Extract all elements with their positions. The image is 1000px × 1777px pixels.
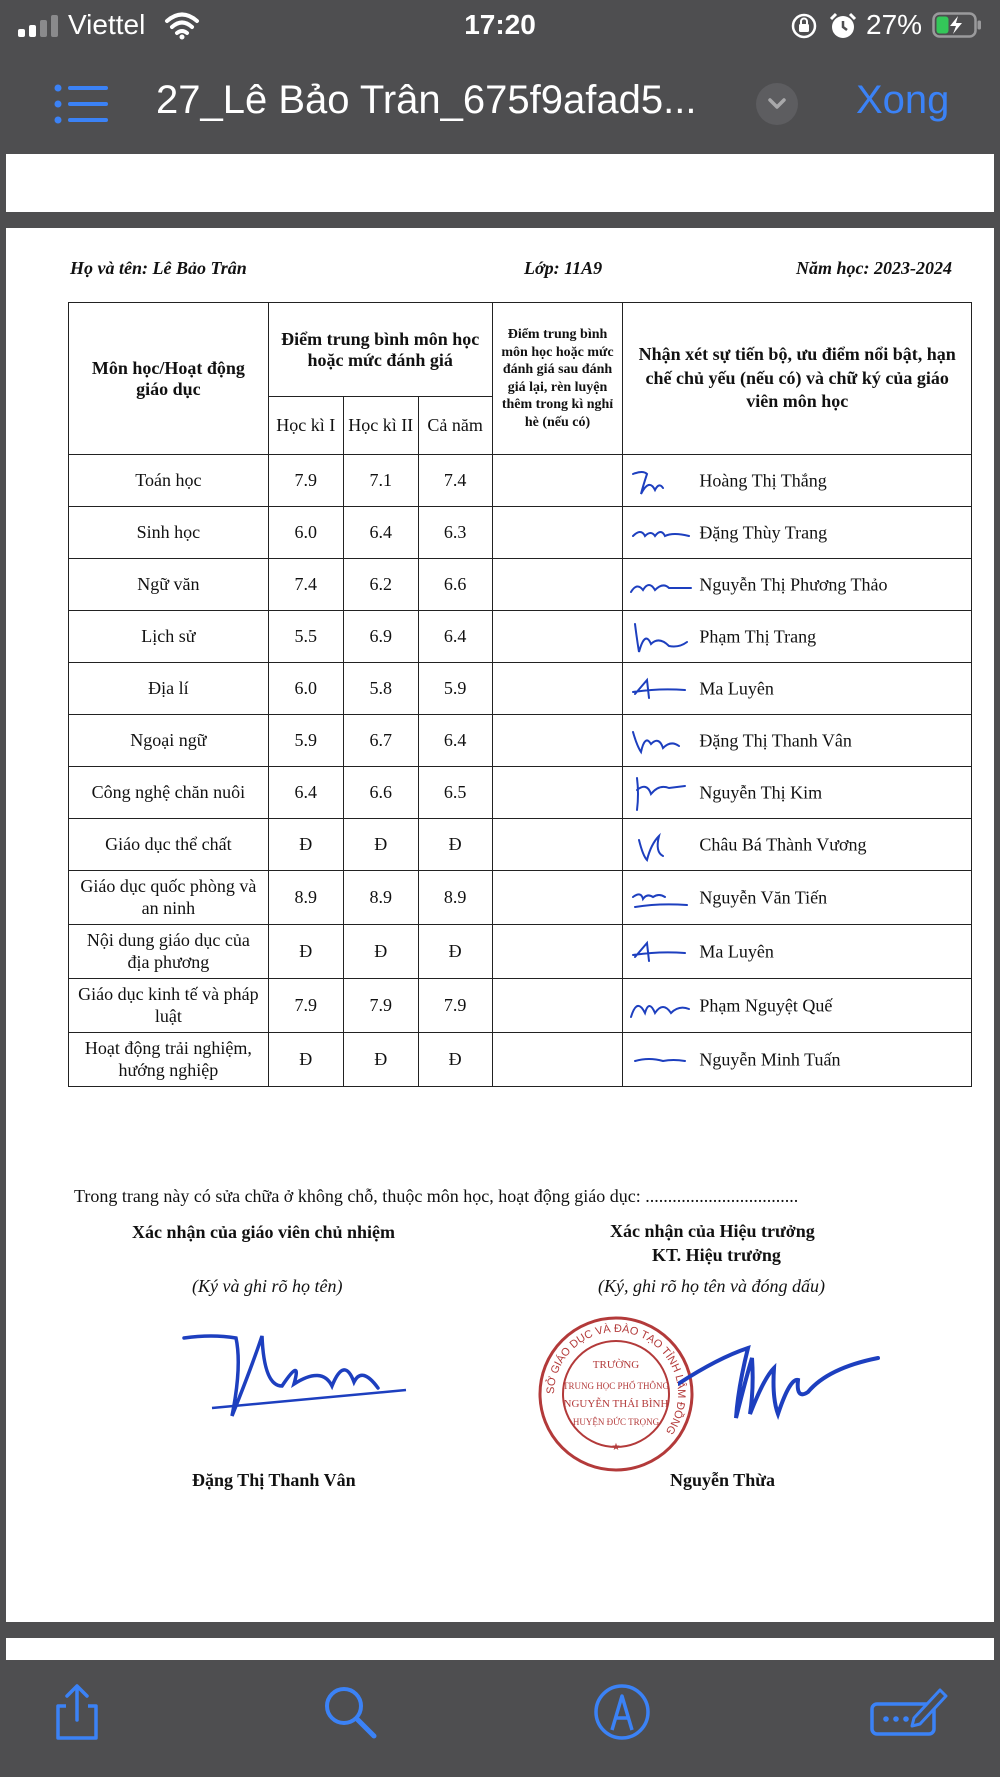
next-page-edge xyxy=(6,1638,994,1660)
teacher-name: Đặng Thị Thanh Vân xyxy=(699,730,852,750)
year-cell: Đ xyxy=(418,925,492,979)
teacher-signature xyxy=(629,987,693,1025)
retest-cell xyxy=(492,507,623,559)
document-page xyxy=(6,228,994,1622)
battery-percentage: 27% xyxy=(866,9,923,40)
subject-cell: Sinh học xyxy=(69,507,269,559)
term1-cell: 5.9 xyxy=(268,715,343,767)
subject-cell: Công nghệ chăn nuôi xyxy=(69,767,269,819)
teacher-name: Nguyễn Thị Phương Thảo xyxy=(699,574,888,594)
subject-cell: Ngoại ngữ xyxy=(69,715,269,767)
teacher-signature xyxy=(629,566,693,604)
grades-table xyxy=(68,302,972,1087)
term1-cell: 6.4 xyxy=(268,767,343,819)
school-year: Năm học: 2023-2024 xyxy=(796,258,952,278)
retest-cell xyxy=(492,559,623,611)
year-cell: 6.6 xyxy=(418,559,492,611)
homeroom-title: Xác nhận của giáo viên chủ nhiệm xyxy=(132,1222,396,1242)
year-cell: 8.9 xyxy=(418,871,492,925)
table-row xyxy=(69,455,972,507)
teacher-signature xyxy=(629,514,693,552)
subject-cell: Giáo dục thể chất xyxy=(69,819,269,871)
year-cell: Đ xyxy=(418,1033,492,1087)
teacher-signature xyxy=(629,826,693,864)
navigation-bar xyxy=(0,56,1000,154)
teacher-cell xyxy=(623,871,972,925)
header-average: Điểm trung bình môn học hoặc mức đánh giá xyxy=(268,303,492,397)
stamp-line1: TRƯỜNG xyxy=(592,1359,640,1371)
teacher-name: Ma Luyên xyxy=(699,941,774,961)
subject-cell: Địa lí xyxy=(69,663,269,715)
teacher-cell xyxy=(623,1033,972,1087)
share-icon[interactable] xyxy=(48,1682,108,1742)
year-cell: 6.5 xyxy=(418,767,492,819)
teacher-name: Phạm Thị Trang xyxy=(699,626,817,646)
teacher-name: Đặng Thùy Trang xyxy=(699,522,828,542)
teacher-cell xyxy=(623,715,972,767)
teacher-signature xyxy=(629,774,693,812)
header-year: Cả năm xyxy=(418,397,492,455)
homeroom-signature xyxy=(182,1326,412,1436)
term2-cell: 6.2 xyxy=(343,559,418,611)
header-remarks: Nhận xét sự tiến bộ, ưu điểm nổi bật, hạn chế chủ yếu (nếu có) và chữ ký của giáo viên môn học xyxy=(623,303,972,455)
teacher-cell xyxy=(623,979,972,1033)
retest-cell xyxy=(492,925,623,979)
teacher-signature xyxy=(629,933,693,971)
term2-cell: 8.9 xyxy=(343,871,418,925)
term1-cell: 6.0 xyxy=(268,663,343,715)
table-row xyxy=(69,979,972,1033)
search-icon[interactable] xyxy=(320,1682,380,1742)
term2-cell: Đ xyxy=(343,819,418,871)
subject-cell: Hoạt động trải nghiệm, hướng nghiệp xyxy=(69,1033,269,1087)
battery-icon xyxy=(932,12,982,38)
table-row xyxy=(69,925,972,979)
principal-subtitle: KT. Hiệu trưởng xyxy=(652,1245,781,1265)
teacher-cell xyxy=(623,663,972,715)
year-cell: 6.4 xyxy=(418,715,492,767)
term1-cell: 7.9 xyxy=(268,979,343,1033)
retest-cell xyxy=(492,611,623,663)
header-term1: Học kì I xyxy=(268,397,343,455)
term1-cell: Đ xyxy=(268,925,343,979)
principal-instruction: (Ký, ghi rõ họ tên và đóng dấu) xyxy=(598,1276,825,1296)
table-row xyxy=(69,819,972,871)
homeroom-instruction: (Ký và ghi rõ họ tên) xyxy=(192,1276,343,1296)
subject-cell: Ngữ văn xyxy=(69,559,269,611)
retest-cell xyxy=(492,715,623,767)
teacher-name: Nguyễn Minh Tuấn xyxy=(699,1049,841,1069)
subject-cell: Giáo dục quốc phòng và an ninh xyxy=(69,871,269,925)
header-subject: Môn học/Hoạt động giáo dục xyxy=(69,303,269,455)
retest-cell xyxy=(492,767,623,819)
principal-title: Xác nhận của Hiệu trưởng xyxy=(610,1221,815,1241)
term2-cell: 6.9 xyxy=(343,611,418,663)
table-row xyxy=(69,611,972,663)
term2-cell: 6.4 xyxy=(343,507,418,559)
stamp-ring-text: SỞ GIÁO DỤC VÀ ĐÀO TẠO TỈNH LÂM ĐỒNG xyxy=(544,1322,688,1437)
teacher-cell xyxy=(623,767,972,819)
year-cell: 7.4 xyxy=(418,455,492,507)
class-label: Lớp: 11A9 xyxy=(524,258,603,278)
term2-cell: 5.8 xyxy=(343,663,418,715)
term1-cell: 8.9 xyxy=(268,871,343,925)
stamp-line4: HUYỆN ĐỨC TRỌNG xyxy=(572,1417,660,1427)
clock: 17:20 xyxy=(464,9,536,40)
year-cell: 5.9 xyxy=(418,663,492,715)
term2-cell: Đ xyxy=(343,925,418,979)
term1-cell: 7.9 xyxy=(268,455,343,507)
retest-cell xyxy=(492,1033,623,1087)
bottom-toolbar xyxy=(0,1662,1000,1777)
status-bar xyxy=(0,0,1000,56)
term1-cell: 6.0 xyxy=(268,507,343,559)
term2-cell: 6.7 xyxy=(343,715,418,767)
document-title: 27_Lê Bảo Trân_675f9afad5... xyxy=(156,78,697,122)
teacher-signature xyxy=(629,879,693,917)
teacher-name: Hoàng Thị Thắng xyxy=(699,470,827,490)
teacher-cell xyxy=(623,455,972,507)
principal-name: Nguyễn Thừa xyxy=(670,1470,776,1490)
retest-cell xyxy=(492,871,623,925)
year-cell: 6.3 xyxy=(418,507,492,559)
header-retest: Điểm trung bình môn học hoặc mức đánh giá sau đánh giá lại, rèn luyện thêm trong kì nghỉ hè (nếu có) xyxy=(492,303,623,455)
year-cell: Đ xyxy=(418,819,492,871)
correction-note: Trong trang này có sửa chữa ở không chỗ, thuộc môn học, hoạt động giáo dục: .................................. xyxy=(74,1186,799,1206)
sign-icon[interactable] xyxy=(868,1682,948,1742)
teacher-signature xyxy=(629,618,693,656)
term1-cell: 7.4 xyxy=(268,559,343,611)
teacher-signature xyxy=(629,670,693,708)
teacher-signature xyxy=(629,722,693,760)
teacher-name: Phạm Nguyệt Quế xyxy=(699,995,833,1015)
teacher-cell xyxy=(623,925,972,979)
teacher-cell xyxy=(623,819,972,871)
header-term2: Học kì II xyxy=(343,397,418,455)
list-icon[interactable] xyxy=(54,80,108,128)
teacher-name: Châu Bá Thành Vương xyxy=(699,834,867,854)
term1-cell: Đ xyxy=(268,1033,343,1087)
done-button[interactable]: Xong xyxy=(856,78,950,122)
term2-cell: 7.1 xyxy=(343,455,418,507)
previous-page-edge xyxy=(6,154,994,212)
stamp-line2: TRUNG HỌC PHỔ THÔNG xyxy=(562,1381,670,1391)
principal-signature xyxy=(678,1328,888,1438)
teacher-cell xyxy=(623,507,972,559)
teacher-signature xyxy=(629,1041,693,1079)
table-row xyxy=(69,715,972,767)
teacher-name: Nguyễn Văn Tiến xyxy=(699,887,828,907)
subject-cell: Giáo dục kinh tế và pháp luật xyxy=(69,979,269,1033)
teacher-cell xyxy=(623,559,972,611)
teacher-cell xyxy=(623,611,972,663)
markup-icon[interactable] xyxy=(592,1682,652,1742)
term2-cell: Đ xyxy=(343,1033,418,1087)
stamp-line3: NGUYỄN THÁI BÌNH xyxy=(563,1398,669,1410)
orientation-lock-icon xyxy=(790,12,818,40)
chevron-down-icon xyxy=(756,83,798,125)
student-name: Họ và tên: Lê Bảo Trân xyxy=(70,258,247,278)
retest-cell xyxy=(492,455,623,507)
subject-cell: Lịch sử xyxy=(69,611,269,663)
term2-cell: 7.9 xyxy=(343,979,418,1033)
retest-cell xyxy=(492,819,623,871)
term1-cell: Đ xyxy=(268,819,343,871)
retest-cell xyxy=(492,663,623,715)
stamp-star-icon: ★ xyxy=(611,1442,621,1453)
table-row xyxy=(69,1033,972,1087)
table-row xyxy=(69,559,972,611)
term1-cell: 5.5 xyxy=(268,611,343,663)
year-cell: 6.4 xyxy=(418,611,492,663)
retest-cell xyxy=(492,979,623,1033)
homeroom-name: Đặng Thị Thanh Vân xyxy=(192,1470,356,1490)
subject-cell: Toán học xyxy=(69,455,269,507)
table-row xyxy=(69,663,972,715)
teacher-name: Nguyễn Thị Kim xyxy=(699,782,823,802)
table-row xyxy=(69,871,972,925)
subject-cell: Nội dung giáo dục của địa phương xyxy=(69,925,269,979)
table-row xyxy=(69,507,972,559)
term2-cell: 6.6 xyxy=(343,767,418,819)
title-menu-button[interactable] xyxy=(756,83,798,125)
teacher-name: Ma Luyên xyxy=(699,678,774,698)
carrier-name: Viettel xyxy=(68,9,146,40)
teacher-signature xyxy=(629,462,693,500)
school-stamp xyxy=(536,1314,696,1474)
table-row xyxy=(69,767,972,819)
alarm-icon xyxy=(828,11,858,41)
year-cell: 7.9 xyxy=(418,979,492,1033)
